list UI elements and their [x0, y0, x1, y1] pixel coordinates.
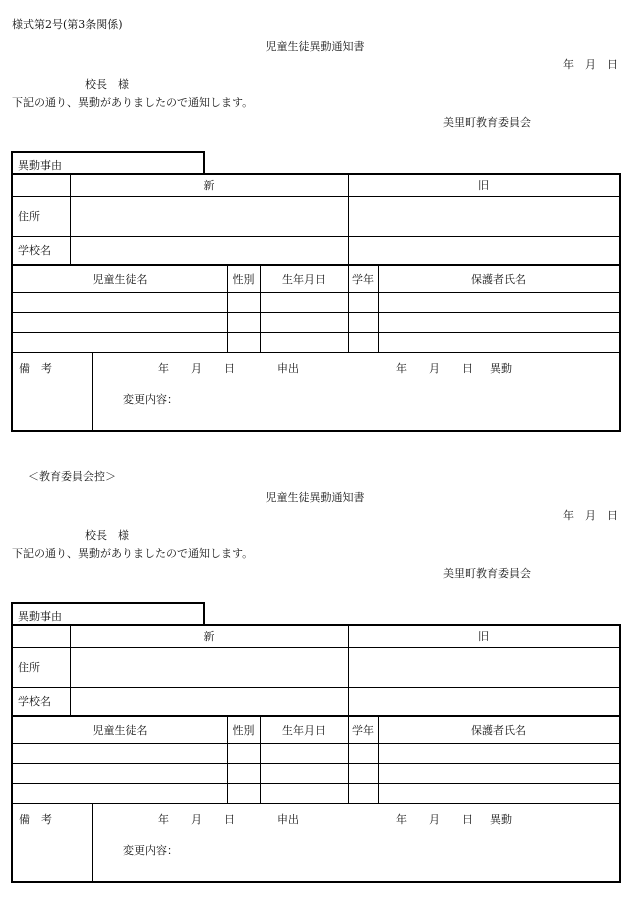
document-title: 児童生徒異動通知書 — [265, 40, 365, 53]
row-address: 住所 — [18, 210, 40, 223]
issuer: 美里町教育委員会 — [443, 567, 531, 580]
row-address: 住所 — [18, 661, 40, 674]
row-school: 学校名 — [18, 244, 51, 257]
addressee: 校長 様 — [85, 78, 129, 91]
header-student-name: 児童生徒名 — [92, 724, 148, 737]
intro-text: 下記の通り、異動がありましたので通知します。 — [12, 96, 254, 109]
change-details-label: 変更内容： — [123, 393, 178, 406]
change-details-label: 変更内容： — [123, 844, 178, 857]
notice-copy-2 — [0, 451, 630, 901]
header-birthdate: 生年月日 — [282, 724, 326, 737]
remarks-submit: 申出 — [277, 813, 299, 826]
issuer: 美里町教育委員会 — [443, 116, 531, 129]
reason-tab — [11, 602, 205, 624]
intro-text: 下記の通り、異動がありましたので通知します。 — [12, 547, 254, 560]
header-gender: 性別 — [232, 724, 255, 737]
column-old: 旧 — [478, 179, 489, 192]
remarks-date-2: 年 月 日 — [396, 813, 473, 826]
remarks-date-1: 年 月 日 — [158, 362, 235, 375]
control-copy-label: ＜教育委員会控＞ — [28, 470, 116, 483]
column-old: 旧 — [478, 630, 489, 643]
reason-tab — [11, 151, 205, 173]
remarks-label: 備 考 — [19, 813, 52, 826]
form-number: 様式第2号(第3条関係) — [12, 18, 123, 31]
notice-table — [11, 173, 621, 432]
column-new: 新 — [203, 630, 215, 643]
header-student-name: 児童生徒名 — [92, 273, 148, 286]
header-birthdate: 生年月日 — [282, 273, 326, 286]
document-title: 児童生徒異動通知書 — [265, 491, 365, 504]
header-guardian-name: 保護者氏名 — [471, 724, 526, 737]
date-line: 年 月 日 — [563, 509, 618, 522]
remarks-transfer: 異動 — [490, 362, 512, 375]
remarks-date-1: 年 月 日 — [158, 813, 235, 826]
reason-label: 異動事由 — [18, 159, 62, 172]
date-line: 年 月 日 — [563, 58, 618, 71]
notice-copy-1 — [0, 0, 630, 450]
row-school: 学校名 — [18, 695, 51, 708]
column-new: 新 — [203, 179, 215, 192]
addressee: 校長 様 — [85, 529, 129, 542]
header-gender: 性別 — [232, 273, 255, 286]
reason-label: 異動事由 — [18, 610, 62, 623]
header-guardian-name: 保護者氏名 — [471, 273, 526, 286]
remarks-submit: 申出 — [277, 362, 299, 375]
notice-table — [11, 624, 621, 883]
header-grade: 学年 — [352, 724, 374, 737]
remarks-date-2: 年 月 日 — [396, 362, 473, 375]
remarks-label: 備 考 — [19, 362, 52, 375]
header-grade: 学年 — [352, 273, 374, 286]
remarks-transfer: 異動 — [490, 813, 512, 826]
